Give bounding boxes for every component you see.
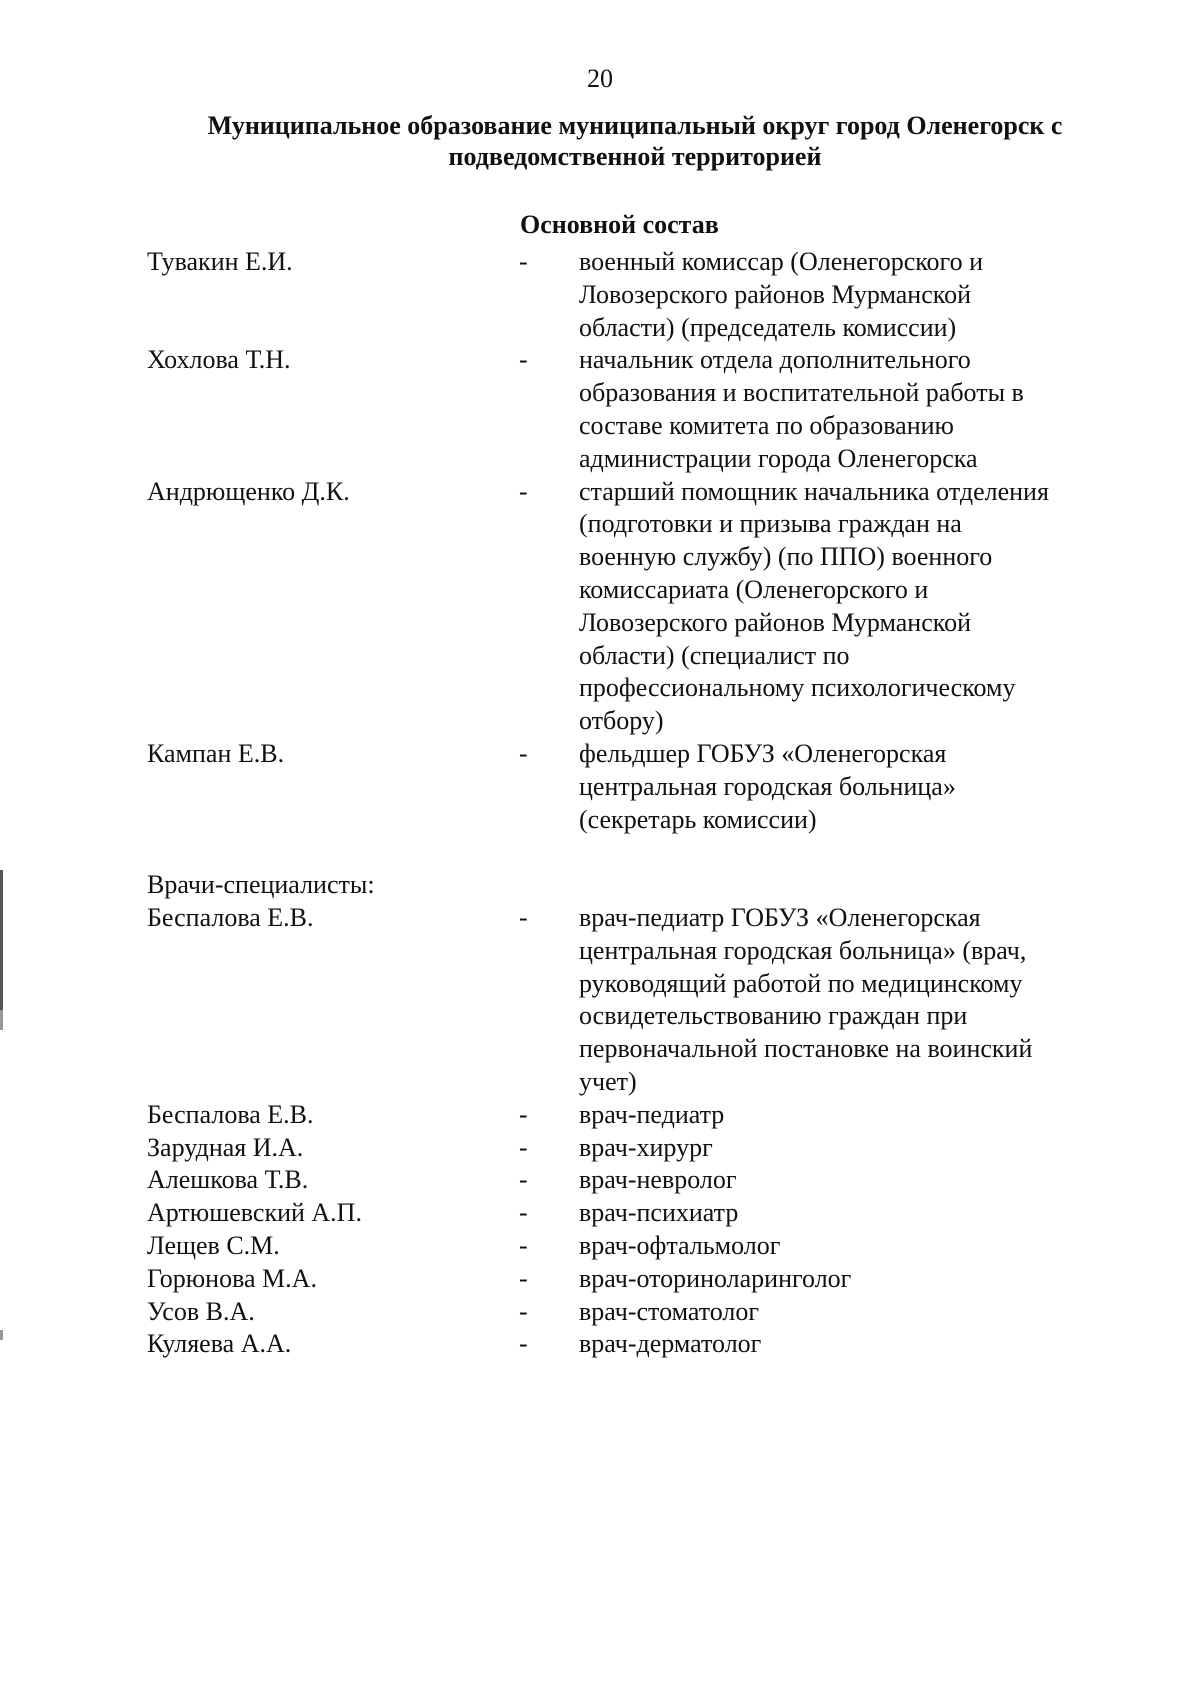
member-role: военный комиссар (Оленегорского и Ловозерского районов Мурманской области) (председатель комиссии) <box>579 247 983 342</box>
specialist-row <box>147 1263 1127 1296</box>
dash-separator: - <box>519 1296 528 1326</box>
specialist-name: Горюнова М.А. <box>147 1263 317 1293</box>
dash-separator: - <box>519 902 528 932</box>
specialist-name: Зарудная И.А. <box>147 1132 304 1162</box>
specialist-row <box>147 1230 1127 1263</box>
section-title: Основной состав <box>520 210 719 239</box>
page-number: 20 <box>587 64 613 93</box>
dash-separator: - <box>519 1099 528 1129</box>
dash-separator: - <box>519 345 528 375</box>
specialist-role: врач-дерматолог <box>579 1329 762 1359</box>
member-role: старший помощник начальника отделения (подготовки и призыва граждан на военную службу) (по ППО) военного комиссариата (Оленегорского и Ловозерского районов Мурманской области) (специалист по профессиональному психологическому отбору) <box>579 476 1049 736</box>
specialist-role: врач-педиатр ГОБУЗ «Оленегорская центральная городская больница» (врач, руководящий работой по медицинскому освидетельствованию граждан при первоначальной постановке на воинский учет) <box>579 902 1033 1096</box>
specialist-name: Куляева А.А. <box>147 1329 292 1359</box>
specialists-label-row <box>147 869 1127 902</box>
specialist-name: Усов В.А. <box>147 1296 255 1326</box>
scan-edge-mark <box>0 1010 3 1030</box>
dash-separator: - <box>519 1165 528 1195</box>
dash-separator: - <box>519 1329 528 1359</box>
specialist-role: врач-оториноларинголог <box>579 1263 852 1293</box>
dash-separator: - <box>519 738 528 768</box>
member-role: фельдшер ГОБУЗ «Оленегорская центральная городская больница» (секретарь комиссии) <box>579 738 956 834</box>
specialist-role: врач-офтальмолог <box>579 1230 781 1260</box>
specialist-name: Алешкова Т.В. <box>147 1165 309 1195</box>
dash-separator: - <box>519 1263 528 1293</box>
specialist-role: врач-невролог <box>579 1165 737 1195</box>
specialists-label: Врачи-специалисты: <box>147 870 375 900</box>
member-role: начальник отдела дополнительного образования и воспитательной работы в составе комитета по образованию администрации города Оленегорска <box>579 345 1024 473</box>
member-row <box>147 738 1127 836</box>
specialist-row <box>147 1164 1127 1197</box>
scan-edge-mark <box>0 1330 3 1340</box>
scan-edge-mark <box>0 870 3 1010</box>
specialist-role: врач-стоматолог <box>579 1296 760 1326</box>
member-row <box>147 476 1127 738</box>
specialist-row <box>147 1197 1127 1230</box>
specialist-role: врач-хирург <box>579 1132 713 1162</box>
specialist-name: Артюшевский А.П. <box>147 1198 362 1228</box>
specialist-row <box>147 1296 1127 1329</box>
member-name: Тувакин Е.И. <box>147 247 293 276</box>
dash-separator: - <box>519 476 528 506</box>
specialist-row <box>147 1099 1127 1132</box>
commission-roster <box>147 246 1127 1361</box>
specialist-row <box>147 902 1127 1099</box>
dash-separator: - <box>519 1198 528 1228</box>
specialist-name: Беспалова Е.В. <box>147 902 314 932</box>
dash-separator: - <box>519 1132 528 1162</box>
member-row <box>147 344 1127 475</box>
specialist-name: Беспалова Е.В. <box>147 1099 314 1129</box>
dash-separator: - <box>519 1230 528 1260</box>
member-row <box>147 246 1127 344</box>
member-name: Хохлова Т.Н. <box>147 345 291 375</box>
specialist-role: врач-психиатр <box>579 1198 739 1228</box>
member-name: Кампан Е.В. <box>147 738 285 768</box>
org-title: Муниципальное образование муниципальный округ город Оленегорск с подведомственной территорией <box>207 111 1063 171</box>
specialist-row <box>147 1132 1127 1165</box>
specialist-row <box>147 1328 1127 1361</box>
specialist-role: врач-педиатр <box>579 1099 725 1129</box>
dash-separator: - <box>519 247 528 276</box>
member-name: Андрющенко Д.К. <box>147 476 350 506</box>
specialist-name: Лещев С.М. <box>147 1230 280 1260</box>
